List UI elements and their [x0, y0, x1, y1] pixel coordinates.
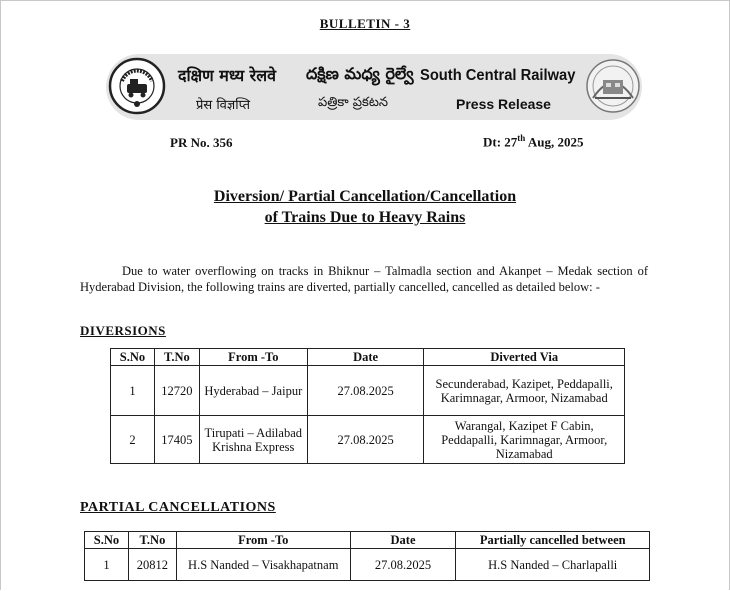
press-release-english: Press Release	[456, 96, 551, 112]
cell-date: 27.08.2025	[350, 549, 456, 581]
cell-tno: 20812	[128, 549, 176, 581]
title-line-2: of Trains Due to Heavy Rains	[264, 209, 466, 226]
title-line-1: Diversion/ Partial Cancellation/Cancellation	[213, 188, 517, 205]
table-header-row	[85, 532, 650, 549]
cell-sno: 2	[111, 416, 155, 464]
col-date: Date	[307, 349, 424, 366]
scr-logo-icon	[585, 58, 641, 114]
col-diverted-via: Diverted Via	[424, 349, 625, 366]
railway-name-english: South Central Railway	[420, 67, 576, 84]
table-row	[111, 366, 625, 416]
table-header-row	[111, 349, 625, 366]
press-release-hindi: प्रेस विज्ञप्ति	[196, 98, 251, 113]
cell-partially-cancelled-between: H.S Nanded – Charlapalli	[456, 549, 650, 581]
cell-from-to: Hyderabad – Jaipur	[199, 366, 307, 416]
partial-cancellations-table	[84, 531, 650, 581]
press-release-number: PR No. 356	[170, 135, 233, 150]
cell-sno: 1	[111, 366, 155, 416]
press-release-date: Dt: 27th Aug, 2025	[483, 133, 584, 150]
cell-tno: 17405	[154, 416, 199, 464]
cell-diverted-via: Warangal, Kazipet F Cabin, Peddapalli, Karimnagar, Armoor, Nizamabad	[424, 416, 625, 464]
partial-cancellations-heading: PARTIAL CANCELLATIONS	[80, 500, 276, 515]
table-row	[111, 416, 625, 464]
indian-railways-emblem-icon	[108, 57, 166, 115]
cell-date: 27.08.2025	[307, 366, 424, 416]
bulletin-number: BULLETIN - 3	[319, 16, 411, 31]
col-date: Date	[350, 532, 456, 549]
intro-paragraph: Due to water overflowing on tracks in Bhiknur – Talmadla section and Akanpet – Medak section of Hyderabad Division, the following trains are diverted, partially cancelled, cancelled as detailed below: -	[80, 264, 648, 294]
cell-date: 27.08.2025	[307, 416, 424, 464]
press-release-telugu: పత్రికా ప్రకటన	[318, 95, 389, 110]
cell-sno: 1	[85, 549, 129, 581]
diversions-table	[110, 348, 625, 464]
table-row	[85, 549, 650, 581]
col-from-to: From -To	[176, 532, 350, 549]
cell-from-to: Tirupati – Adilabad Krishna Express	[199, 416, 307, 464]
col-partially-cancelled-between: Partially cancelled between	[456, 532, 650, 549]
cell-tno: 12720	[154, 366, 199, 416]
col-tno: T.No	[128, 532, 176, 549]
col-tno: T.No	[154, 349, 199, 366]
col-sno: S.No	[85, 532, 129, 549]
col-from-to: From -To	[199, 349, 307, 366]
cell-from-to: H.S Nanded – Visakhapatnam	[176, 549, 350, 581]
diversions-heading: DIVERSIONS	[80, 323, 166, 338]
col-sno: S.No	[111, 349, 155, 366]
page-title	[0, 186, 730, 228]
cell-diverted-via: Secunderabad, Kazipet, Peddapalli, Karimnagar, Armoor, Nizamabad	[424, 366, 625, 416]
railway-name-telugu: దక్షిణ మధ్య రైల్వే	[306, 64, 414, 83]
railway-name-hindi: दक्षिण मध्य रेलवे	[178, 66, 276, 85]
